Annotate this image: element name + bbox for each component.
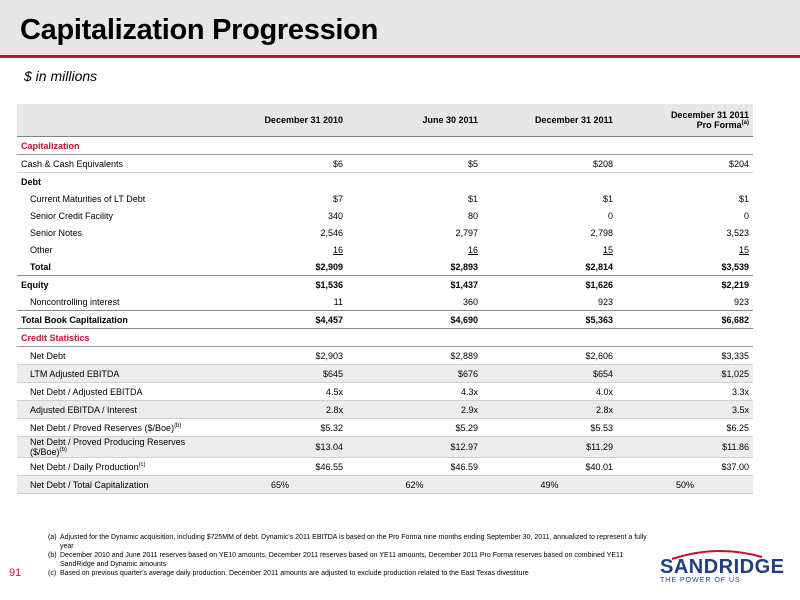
- row-label: Adjusted EBITDA / Interest: [17, 401, 213, 419]
- table-row: [17, 224, 753, 241]
- cell: 923: [733, 296, 749, 307]
- footnote-marker: (a): [741, 120, 749, 126]
- capitalization-table: [17, 104, 753, 494]
- cell: 2.8x: [482, 401, 617, 419]
- table-row: [17, 419, 753, 437]
- row-label: Other: [30, 244, 53, 255]
- column-header: December 31 2010: [213, 104, 347, 137]
- cell: $5: [347, 155, 482, 173]
- footnote-mark: (c): [48, 570, 57, 577]
- cell: [213, 241, 347, 258]
- table-row: [17, 311, 753, 329]
- cell: 11: [333, 296, 343, 307]
- cell: 2,798: [590, 227, 613, 238]
- cell: 360: [462, 296, 478, 307]
- cell: 80: [467, 210, 478, 221]
- row-label: Net Debt / Adjusted EBITDA: [17, 383, 213, 401]
- cell-value: 16: [467, 244, 478, 255]
- units-subtitle: $ in millions: [24, 68, 98, 84]
- cell: $7: [332, 193, 343, 204]
- row-label: [17, 458, 213, 476]
- cell: $1: [602, 193, 613, 204]
- row-label: Net Debt: [17, 347, 213, 365]
- cell: 340: [327, 210, 343, 221]
- section-header-credit-statistics: Credit Statistics: [17, 329, 753, 347]
- footnotes: [48, 533, 648, 578]
- cell: 2,546: [320, 227, 343, 238]
- table-row: [17, 293, 753, 311]
- section-header-row: [17, 329, 753, 347]
- cell: 2.8x: [213, 401, 347, 419]
- row-label: Total Book Capitalization: [17, 311, 213, 329]
- sandridge-logo: [652, 548, 785, 588]
- section-header-row: [17, 137, 753, 155]
- table-row: [17, 458, 753, 476]
- footnote-text: Adjusted for the Dynamic acquisition, including $725MM of debt. Dynamic's 2011 EBITDA is based on the Pro Forma nine months ending September 30, 2011, annualized to represent a fully year: [60, 534, 647, 550]
- row-label: Equity: [17, 276, 213, 294]
- table-row: [17, 207, 753, 224]
- cell: $2,893: [450, 261, 478, 272]
- cell: $654: [482, 365, 617, 383]
- cell-value: 16: [332, 244, 343, 255]
- footnote-mark: (b): [48, 552, 57, 559]
- row-label: Noncontrolling interest: [30, 296, 120, 307]
- table-row: [17, 155, 753, 173]
- row-label: Senior Notes: [30, 227, 83, 238]
- cell: 0: [743, 210, 749, 221]
- footnote-mark: (a): [48, 534, 57, 541]
- footnote-text: December 2010 and June 2011 reserves based on YE10 amounts, December 2011 reserves based on YE11 amounts, December 2011 Pro Forma reserves based on combined YE11 SandRidge and Dynamic amounts: [60, 552, 624, 568]
- cell: 0: [607, 210, 613, 221]
- cell: $11.86: [617, 437, 753, 458]
- cell: $13.04: [213, 437, 347, 458]
- row-label: Senior Credit Facility: [30, 210, 114, 221]
- cell: $1,437: [347, 276, 482, 294]
- cell: $3,335: [617, 347, 753, 365]
- cell: $6: [213, 155, 347, 173]
- header-blank: [17, 104, 213, 137]
- column-header-line2: Pro Forma: [696, 120, 742, 130]
- footnote: [48, 551, 648, 569]
- cell: $3,539: [721, 261, 749, 272]
- cell: $5.53: [482, 419, 617, 437]
- table-row: [17, 276, 753, 294]
- cell: 2,797: [455, 227, 478, 238]
- cell: $6,682: [617, 311, 753, 329]
- cell-value: 15: [602, 244, 613, 255]
- cell: 3,523: [726, 227, 749, 238]
- cell: 50%: [617, 476, 753, 494]
- column-header: June 30 2011: [347, 104, 482, 137]
- footnote-marker: (b): [59, 447, 67, 453]
- row-label: LTM Adjusted EBITDA: [17, 365, 213, 383]
- footnote-marker: (b): [174, 422, 182, 429]
- footnote: [48, 533, 648, 551]
- cell: $204: [617, 155, 753, 173]
- cell: $1,626: [482, 276, 617, 294]
- table-row: [17, 383, 753, 401]
- table-header-row: [17, 104, 753, 137]
- cell: $645: [213, 365, 347, 383]
- cell: $5,363: [482, 311, 617, 329]
- column-header-pro-forma: [617, 104, 753, 137]
- cell: 65%: [213, 476, 347, 494]
- row-label-text: Net Debt / Proved Reserves ($/Boe): [30, 422, 175, 433]
- page-title: Capitalization Progression: [20, 14, 378, 46]
- cell: $4,457: [213, 311, 347, 329]
- table-row: [17, 258, 753, 276]
- table-row: [17, 365, 753, 383]
- footnote-marker: (c): [138, 461, 146, 468]
- table-row: [17, 190, 753, 207]
- cell: $2,889: [347, 347, 482, 365]
- column-header-line1: December 31 2011: [670, 110, 749, 120]
- footnote-text: Based on previous quarter's average daily production. December 2011 amounts are adjusted to exclude production related to the East Texas divestiture: [60, 570, 529, 577]
- cell: 4.0x: [482, 383, 617, 401]
- cell: $1: [738, 193, 749, 204]
- cell: $6.25: [617, 419, 753, 437]
- cell: 49%: [482, 476, 617, 494]
- cell: $40.01: [482, 458, 617, 476]
- row-label: [17, 437, 213, 458]
- row-label: Net Debt / Total Capitalization: [17, 476, 213, 494]
- cell: 3.5x: [617, 401, 753, 419]
- row-label: Debt: [21, 176, 41, 187]
- cell: $1: [467, 193, 478, 204]
- table-row: [17, 173, 753, 191]
- row-label: Total: [30, 261, 51, 272]
- cell: 3.3x: [617, 383, 753, 401]
- cell: $46.55: [213, 458, 347, 476]
- cell: 923: [597, 296, 613, 307]
- cell: $2,814: [585, 261, 613, 272]
- section-header-capitalization: Capitalization: [17, 137, 753, 155]
- cell: $2,903: [213, 347, 347, 365]
- table-row: [17, 437, 753, 458]
- cell: $5.29: [347, 419, 482, 437]
- table-row: [17, 347, 753, 365]
- cell: 62%: [347, 476, 482, 494]
- cell: $676: [347, 365, 482, 383]
- cell: $208: [482, 155, 617, 173]
- column-header: December 31 2011: [482, 104, 617, 137]
- cell: 4.3x: [347, 383, 482, 401]
- cell: $1,536: [213, 276, 347, 294]
- cell: $4,690: [347, 311, 482, 329]
- logo-wordmark: SANDRIDGE: [660, 556, 785, 578]
- cell: 2.9x: [347, 401, 482, 419]
- row-label-text: Net Debt / Proved Producing Reserves ($/Boe): [30, 437, 186, 457]
- cell: $2,606: [482, 347, 617, 365]
- table-row: [17, 401, 753, 419]
- row-label: [17, 419, 213, 437]
- cell: $12.97: [347, 437, 482, 458]
- cell: [617, 241, 753, 258]
- cell: $2,909: [315, 261, 343, 272]
- cell: $1,025: [617, 365, 753, 383]
- logo-tagline: THE POWER OF US: [660, 577, 741, 584]
- page-number: 91: [9, 567, 22, 579]
- row-label-text: Net Debt / Daily Production: [30, 461, 139, 472]
- cell: [347, 241, 482, 258]
- row-label: Cash & Cash Equivalents: [17, 155, 213, 173]
- title-bar: [0, 0, 800, 58]
- cell: $5.32: [213, 419, 347, 437]
- cell: [482, 241, 617, 258]
- cell-value: 15: [738, 244, 749, 255]
- cell: $2,219: [617, 276, 753, 294]
- footnote: [48, 569, 648, 578]
- cell: 4.5x: [213, 383, 347, 401]
- table-row: [17, 476, 753, 494]
- cell: $37.00: [617, 458, 753, 476]
- row-label: Current Maturities of LT Debt: [30, 193, 146, 204]
- cell: $46.59: [347, 458, 482, 476]
- cell: $11.29: [482, 437, 617, 458]
- table-row: [17, 241, 753, 258]
